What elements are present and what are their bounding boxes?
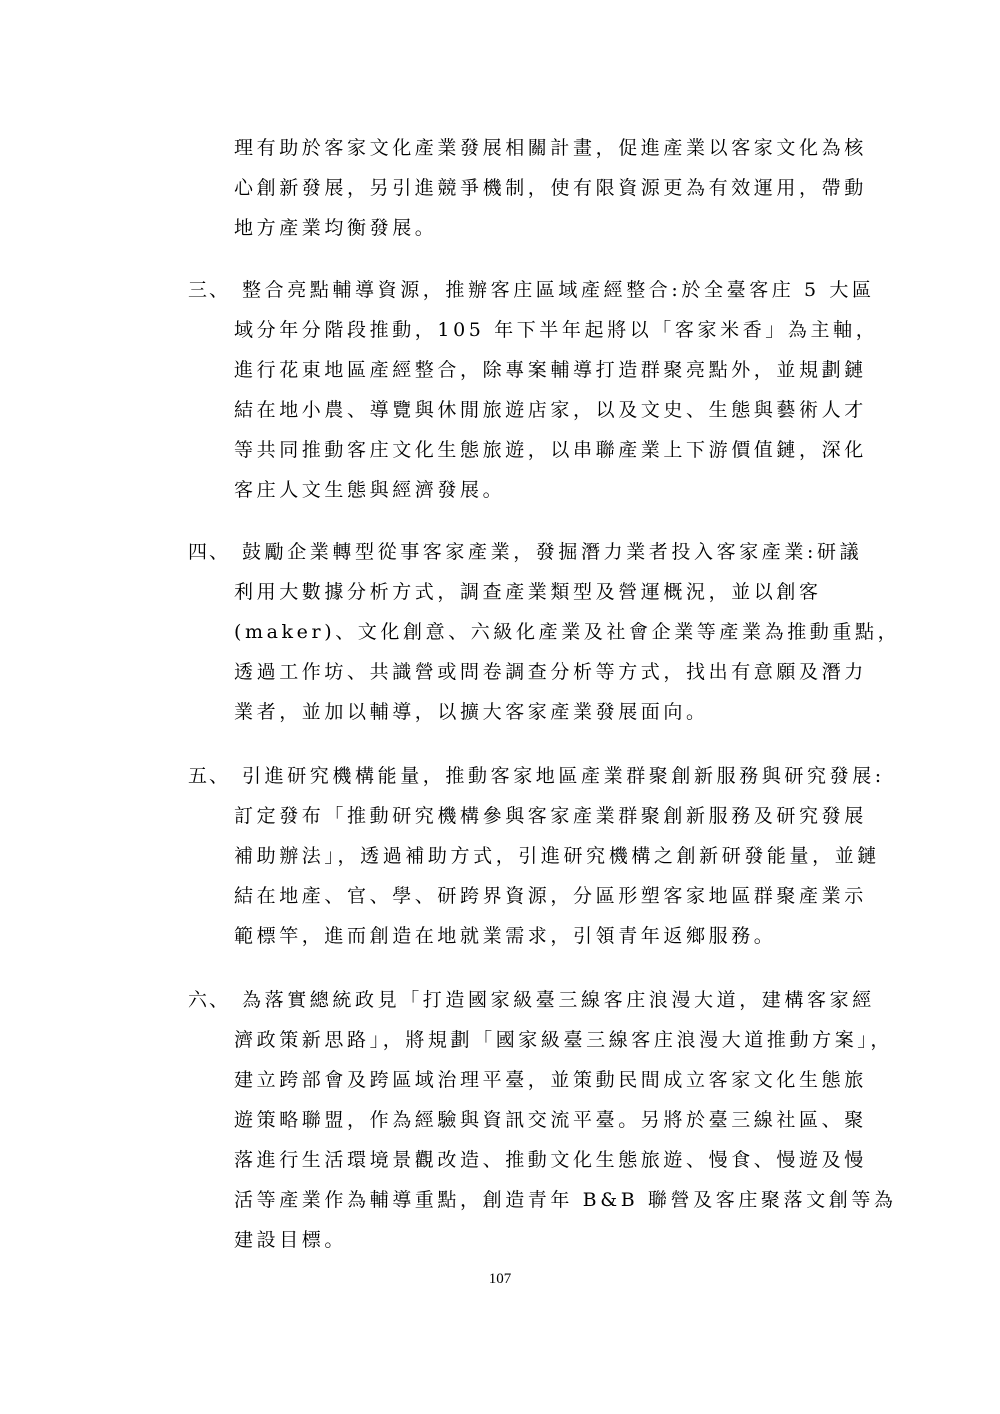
text-line: 補助辦法」，透過補助方式，引進研究機構之創新研發能量，並鏈 bbox=[234, 845, 880, 867]
text-line: 地方產業均衡發展。 bbox=[234, 217, 438, 239]
list-item-five bbox=[188, 756, 885, 956]
text-line: 鼓勵企業轉型從事客家產業，發掘潛力業者投入客家產業:研議 bbox=[242, 541, 863, 563]
item-number: 三、 bbox=[188, 279, 231, 301]
text-line: 利用大數據分析方式，調查產業類型及營運概況，並以創客 bbox=[234, 581, 822, 603]
text-line: 等共同推動客庄文化生態旅遊，以串聯產業上下游價值鏈，深化 bbox=[234, 439, 867, 461]
text-line: 結在地產、官、學、研跨界資源，分區形塑客家地區群聚產業示 bbox=[234, 885, 867, 907]
text-line: 結在地小農、導覽與休閒旅遊店家，以及文史、生態與藝術人才 bbox=[234, 399, 867, 421]
page-number: 107 bbox=[488, 1271, 512, 1287]
text-line: 引進研究機構能量，推動客家地區產業群聚創新服務與研究發展: bbox=[242, 765, 885, 787]
text-line: 透過工作坊、共識營或問卷調查分析等方式，找出有意願及潛力 bbox=[234, 661, 867, 683]
list-item-four bbox=[188, 532, 901, 732]
text-line: 濟政策新思路」，將規劃「國家級臺三線客庄浪漫大道推動方案」， bbox=[234, 1029, 894, 1051]
item-number: 四、 bbox=[188, 541, 231, 563]
text-line: 業者，並加以輔導，以擴大客家產業發展面向。 bbox=[234, 701, 709, 723]
text-line: 域分年分階段推動，105 年下半年起將以「客家米香」為主軸， bbox=[234, 319, 879, 341]
item-number: 五、 bbox=[188, 765, 231, 787]
text-line: 訂定發布「推動研究機構參與客家產業群聚創新服務及研究發展 bbox=[234, 805, 867, 827]
text-line: 活等產業作為輔導重點，創造青年 B&B 聯營及客庄聚落文創等為 bbox=[234, 1189, 897, 1211]
text-line: 落進行生活環境景觀改造、推動文化生態旅遊、慢食、慢遊及慢 bbox=[234, 1149, 867, 1171]
text-line: 遊策略聯盟，作為經驗與資訊交流平臺。另將於臺三線社區、聚 bbox=[234, 1109, 867, 1131]
continuation-paragraph bbox=[234, 128, 867, 248]
list-item-six bbox=[188, 980, 897, 1260]
text-line: 為落實總統政見「打造國家級臺三線客庄浪漫大道，建構客家經 bbox=[242, 989, 875, 1011]
text-line: 整合亮點輔導資源，推辦客庄區域產經整合:於全臺客庄 5 大區 bbox=[242, 279, 875, 301]
list-item-three bbox=[188, 270, 879, 510]
text-line: 建設目標。 bbox=[234, 1229, 348, 1251]
text-line: (maker)、文化創意、六級化產業及社會企業等產業為推動重點， bbox=[234, 621, 901, 643]
item-number: 六、 bbox=[188, 989, 231, 1011]
text-line: 理有助於客家文化產業發展相關計畫，促進產業以客家文化為核 bbox=[234, 137, 867, 159]
text-line: 客庄人文生態與經濟發展。 bbox=[234, 479, 506, 501]
text-line: 心創新發展，另引進競爭機制，使有限資源更為有效運用，帶動 bbox=[234, 177, 867, 199]
text-line: 範標竿，進而創造在地就業需求，引領青年返鄉服務。 bbox=[234, 925, 777, 947]
text-line: 建立跨部會及跨區域治理平臺，並策動民間成立客家文化生態旅 bbox=[234, 1069, 867, 1091]
text-line: 進行花東地區產經整合，除專案輔導打造群聚亮點外，並規劃鏈 bbox=[234, 359, 867, 381]
